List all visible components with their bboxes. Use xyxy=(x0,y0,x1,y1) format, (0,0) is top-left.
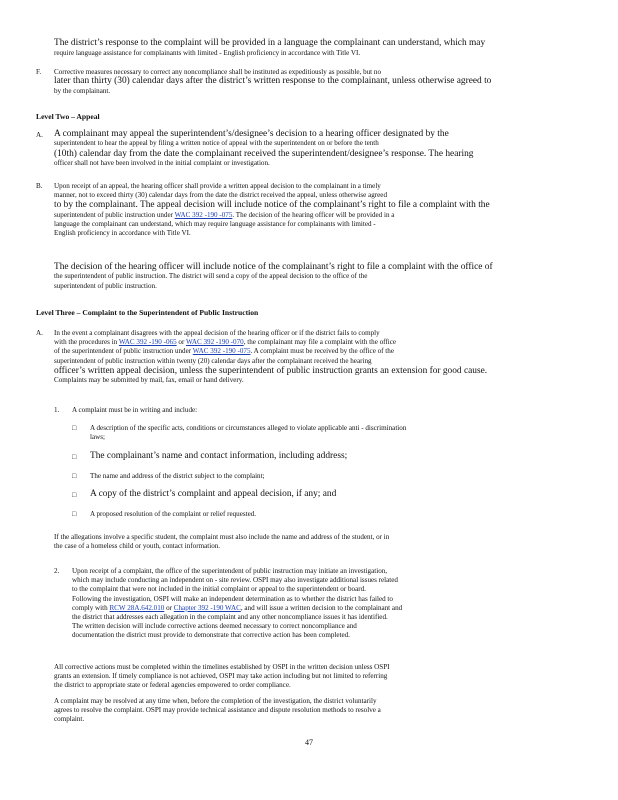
text-line: A complaint may be resolved at any time when, before the completion of the investigation, the district voluntarily xyxy=(54,697,377,705)
text-line: manner, not to exceed thirty (30) calendar days from the date the district received the appeal, unless otherwise agreed xyxy=(54,191,387,200)
text-line: Complaints may be submitted by mail, fax, email or hand delivery. xyxy=(54,376,244,385)
square-bullet-icon: □ xyxy=(72,453,77,461)
wac-link[interactable]: WAC 392 -190 -075 xyxy=(192,347,251,356)
item-label-A: A. xyxy=(36,131,43,139)
list-item: A copy of the district’s complaint and appeal decision, if any; and xyxy=(90,489,337,499)
text-line: later than thirty (30) calendar days after the district’s written response to the complainant, unless otherwise agreed to xyxy=(54,76,492,87)
text-line: the superintendent of public instruction. The district will send a copy of the appeal decision to the office of the xyxy=(54,272,368,281)
text-line: documentation the district must provide to demonstrate that corrective action has been completed. xyxy=(72,631,350,640)
square-bullet-icon: □ xyxy=(72,424,77,432)
text-line: The decision of the hearing officer will include notice of the complainant’s right to file a complaint with the office of xyxy=(54,262,493,272)
square-bullet-icon: □ xyxy=(72,491,77,499)
text-line: Upon receipt of a complaint, the office of the superintendent of public instruction may initiate an investigation, xyxy=(72,567,388,575)
text-line: grants an extension. If timely compliance is not achieved, OSPI may take action including but not limited to referring xyxy=(54,672,388,681)
text-line: complaint. xyxy=(54,715,85,724)
text-line: the case of a homeless child or youth, contact information. xyxy=(54,542,221,551)
list-intro: A complaint must be in writing and include: xyxy=(72,406,198,414)
specific-student-paragraph xyxy=(54,533,584,551)
text-span: comply with xyxy=(72,603,110,612)
list-item xyxy=(90,424,584,442)
text-line: officer shall not have been involved in the initial complaint or investigation. xyxy=(54,159,270,168)
investigation-paragraph xyxy=(72,567,584,641)
square-bullet-icon: □ xyxy=(72,472,77,480)
text-line: laws; xyxy=(90,433,105,442)
text-line: superintendent to hear the appeal by filing a written notice of appeal with the superintendent on or before the tenth xyxy=(54,139,379,148)
text-line: All corrective actions must be completed within the timelines established by OSPI in the written decision unless OSPI xyxy=(54,663,390,671)
list-item: The complainant’s name and contact information, including address; xyxy=(90,451,348,461)
text-line: superintendent of public instruction. xyxy=(54,281,157,290)
text-line: superintendent of public instruction within twenty (20) calendar days after the complainant received the hearing xyxy=(54,356,372,365)
text-span: , the complainant may file a complaint with the office xyxy=(243,338,397,347)
text-line: A description of the specific acts, conditions or circumstances alleged to violate applicable anti - discrimination xyxy=(90,424,407,432)
text-line: officer’s written appeal decision, unless the superintendent of public instruction grants an extension for good cause. xyxy=(54,365,488,376)
text-span: . The decision of the hearing officer will be provided in a xyxy=(232,210,395,219)
ospi-complaint-paragraph xyxy=(54,329,584,385)
corrective-actions-paragraph xyxy=(54,663,584,691)
decision-notice-paragraph xyxy=(54,262,584,291)
list-number-1: 1. xyxy=(54,406,60,414)
text-line xyxy=(54,347,584,356)
item-label-B: B. xyxy=(36,182,43,190)
list-number-2: 2. xyxy=(54,567,60,575)
response-paragraph xyxy=(54,38,584,48)
text-span: superintendent of public instruction under xyxy=(54,210,175,219)
text-span: or xyxy=(164,603,174,612)
item-label-A: A. xyxy=(36,329,43,337)
text-line xyxy=(72,604,584,613)
text-line: to the complaint that were not included in the initial complaint or appeal to the superintendent or board. xyxy=(72,585,366,594)
text-span: or xyxy=(176,338,186,347)
text-line: In the event a complainant disagrees with the appeal decision of the hearing officer or if the district fails to comply xyxy=(54,329,380,337)
text-line: (10th) calendar day from the date the complainant received the superintendent/designee’s response. The hearing xyxy=(54,148,474,159)
wac-link[interactable]: WAC 392 -190 -075 xyxy=(174,210,233,219)
text-line: Upon receipt of an appeal, the hearing officer shall provide a written appeal decision to the complainant in a timely xyxy=(54,182,381,190)
text-line: by the complainant. xyxy=(54,86,111,95)
text-span: with the procedures in xyxy=(54,338,119,347)
text-line: the district that addresses each allegation in the complaint and any other noncompliance issues it has identified. xyxy=(72,613,388,622)
text-line: Following the investigation, OSPI will make an independent determination as to whether the district has failed to xyxy=(72,594,393,603)
section-heading-level-three: Level Three – Complaint to the Superintendent of Public Instruction xyxy=(36,308,259,317)
rcw-link[interactable]: RCW 28A.642.010 xyxy=(109,603,165,612)
text-line: Corrective measures necessary to correct any noncompliance shall be instituted as expeditiously as possible, but no xyxy=(54,68,382,76)
text-line: agrees to resolve the complaint. OSPI may provide technical assistance and dispute resolution methods to resolve a xyxy=(54,706,381,715)
corrective-measures-paragraph xyxy=(54,68,584,96)
wac-link[interactable]: WAC 392 -190 -070 xyxy=(185,338,244,347)
wac-link[interactable]: WAC 392 -190 -065 xyxy=(118,338,177,347)
appeal-paragraph xyxy=(54,129,584,168)
text-line: The written decision will include corrective actions deemed necessary to correct noncompliance and xyxy=(72,622,357,631)
text-line xyxy=(54,211,584,220)
text-line: English proficiency in accordance with Title VI. xyxy=(54,229,191,238)
text-line: the district to appropriate state or federal agencies empowered to order compliance. xyxy=(54,681,291,690)
section-heading-level-two: Level Two – Appeal xyxy=(36,112,100,121)
text-line: A complainant may appeal the superintendent’s/designee’s decision to a hearing officer designated by the xyxy=(54,129,449,139)
text-line: to by the complainant. The appeal decision will include notice of the complainant’s right to file a complaint with the xyxy=(54,200,490,211)
item-label-F: F. xyxy=(36,68,42,76)
resolution-paragraph xyxy=(54,697,584,725)
text-line xyxy=(54,338,584,347)
appeal-decision-paragraph xyxy=(54,182,584,238)
text-line: If the allegations involve a specific student, the complaint must also include the name and address of the student, or in xyxy=(54,533,390,541)
text-span: , and will issue a written decision to the complainant and xyxy=(240,603,403,612)
text-span: of the superintendent of public instruction under xyxy=(54,347,193,356)
text-span: . A complaint must be received by the office of the xyxy=(250,347,394,356)
list-item: The name and address of the district subject to the complaint; xyxy=(90,472,265,480)
text-line: require language assistance for complainants with limited - English proficiency in accordance with Title VI. xyxy=(54,49,361,57)
wac-chapter-link[interactable]: Chapter 392 -190 WAC xyxy=(173,603,241,612)
text-line: The district’s response to the complaint will be provided in a language the complainant can understand, which may xyxy=(54,38,486,48)
response-paragraph-cont xyxy=(54,49,584,58)
text-line: language the complainant can understand, which may require language assistance for complainants with limited - xyxy=(54,220,376,229)
text-line: which may include conducting an independent on - site review. OSPI may also investigate additional issues related xyxy=(72,576,398,585)
square-bullet-icon: □ xyxy=(72,510,77,518)
list-item: A proposed resolution of the complaint or relief requested. xyxy=(90,510,257,518)
page-number: 47 xyxy=(305,738,313,747)
